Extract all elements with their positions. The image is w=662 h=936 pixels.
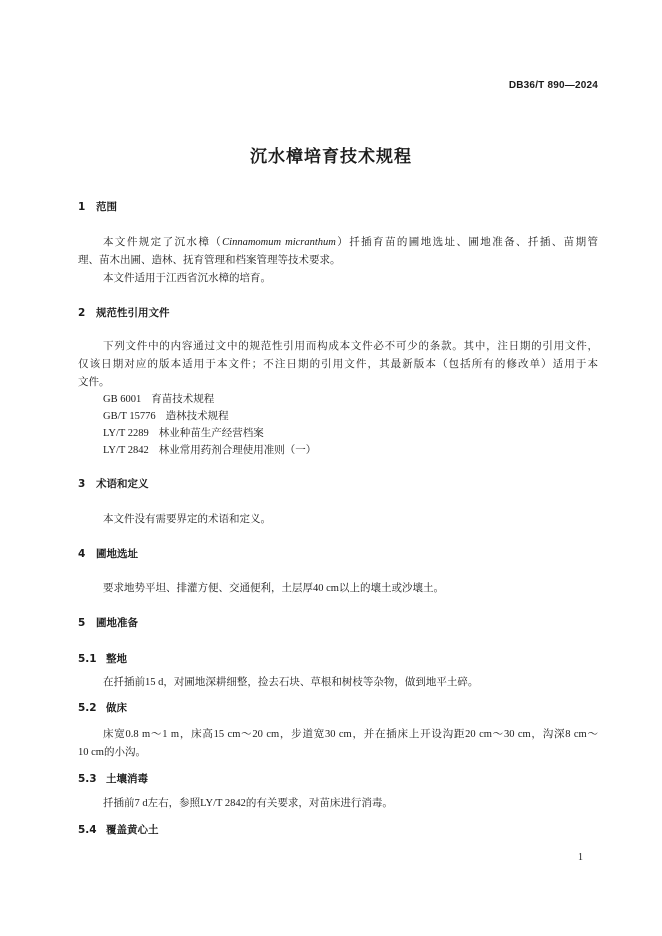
document-title: 沉水樟培育技术规程 bbox=[250, 147, 412, 167]
paragraph-line: 床宽0.8 m～1 m，床高15 cm～20 cm，步道宽30 cm，并在插床上开设沟距20 cm～30 cm，沟深8 cm～ bbox=[103, 729, 598, 740]
subsection-number: 5.1 bbox=[78, 653, 97, 665]
subsection-5-4-heading bbox=[78, 821, 598, 839]
section-title: 术语和定义 bbox=[96, 478, 149, 490]
reference-item bbox=[103, 442, 598, 459]
text-run: ）扦插育苗的圃地选址、圃地准备、扦插、苗期管 bbox=[335, 237, 599, 248]
section-number: 3 bbox=[78, 478, 86, 490]
section-number: 5 bbox=[78, 617, 86, 629]
paragraph-line: 下列文件中的内容通过文中的规范性引用而构成本文件必不可少的条款。其中，注日期的引用文件， bbox=[103, 341, 598, 352]
section-title: 规范性引用文件 bbox=[96, 307, 170, 319]
paragraph-line: 仅该日期对应的版本适用于本文件；不注日期的引用文件，其最新版本（包括所有的修改单）适用于本 bbox=[78, 359, 598, 370]
reference-item bbox=[103, 391, 598, 408]
section-3-heading bbox=[78, 475, 598, 493]
section-number: 2 bbox=[78, 307, 86, 319]
paragraph-line: 本文件适用于江西省沉水樟的培育。 bbox=[103, 273, 271, 284]
section-2-body bbox=[78, 338, 598, 392]
section-number: 1 bbox=[78, 201, 86, 213]
subsection-5-1-body bbox=[78, 674, 598, 692]
paragraph-line: 要求地势平坦、排灌方便、交通便利，土层厚40 cm以上的壤土或沙壤土。 bbox=[103, 583, 444, 594]
reference-code: GB 6001 bbox=[103, 394, 142, 405]
reference-title: 林业常用药剂合理使用准则（一） bbox=[158, 445, 317, 456]
section-3-body bbox=[78, 511, 598, 529]
reference-code: GB/T 15776 bbox=[103, 411, 156, 422]
subsection-title: 整地 bbox=[106, 653, 127, 665]
reference-item bbox=[103, 425, 598, 442]
paragraph-line: 10 cm的小沟。 bbox=[78, 747, 146, 758]
page-number: 1 bbox=[578, 852, 583, 863]
subsection-5-3-body bbox=[78, 795, 598, 813]
section-4-heading bbox=[78, 545, 598, 563]
section-number: 4 bbox=[78, 548, 86, 560]
subsection-5-2-heading bbox=[78, 699, 598, 717]
section-4-body bbox=[78, 580, 598, 598]
subsection-title: 土壤消毒 bbox=[106, 773, 148, 785]
text-run: 本文件规定了沉水樟（ bbox=[103, 237, 223, 248]
section-title: 范围 bbox=[96, 201, 117, 213]
subsection-5-3-heading bbox=[78, 770, 598, 788]
subsection-title: 覆盖黄心土 bbox=[106, 824, 159, 836]
paragraph-line: 理、苗木出圃、造林、抚育管理和档案管理等技术要求。 bbox=[78, 255, 341, 266]
subsection-5-2-body bbox=[78, 726, 598, 762]
reference-item bbox=[103, 408, 598, 425]
section-1-body bbox=[78, 234, 598, 288]
paragraph-line bbox=[78, 234, 598, 252]
section-2-heading bbox=[78, 304, 598, 322]
section-1-heading bbox=[78, 198, 598, 216]
section-5-heading bbox=[78, 614, 598, 632]
paragraph-line: 文件。 bbox=[78, 377, 110, 388]
section-title: 圃地准备 bbox=[96, 617, 138, 629]
paragraph-line: 本文件没有需要界定的术语和定义。 bbox=[103, 514, 271, 525]
reference-title: 林业种苗生产经营档案 bbox=[158, 428, 264, 439]
reference-title: 育苗技术规程 bbox=[151, 394, 215, 405]
reference-code: LY/T 2842 bbox=[103, 445, 149, 456]
paragraph-line: 扦插前7 d左右，参照LY/T 2842的有关要求，对苗床进行消毒。 bbox=[103, 798, 393, 809]
document-code: DB36/T 890—2024 bbox=[508, 80, 598, 91]
normative-references-list bbox=[103, 391, 598, 459]
subsection-number: 5.2 bbox=[78, 702, 97, 714]
reference-code: LY/T 2289 bbox=[103, 428, 149, 439]
paragraph-line: 在扦插前15 d，对圃地深耕细整，捡去石块、草根和树枝等杂物，做到地平土碎。 bbox=[103, 677, 479, 688]
section-title: 圃地选址 bbox=[96, 548, 138, 560]
species-latin-name: Cinnamomum micranthum bbox=[222, 237, 336, 248]
subsection-title: 做床 bbox=[106, 702, 127, 714]
subsection-number: 5.4 bbox=[78, 824, 97, 836]
subsection-number: 5.3 bbox=[78, 773, 97, 785]
subsection-5-1-heading bbox=[78, 650, 598, 668]
reference-title: 造林技术规程 bbox=[165, 411, 229, 422]
